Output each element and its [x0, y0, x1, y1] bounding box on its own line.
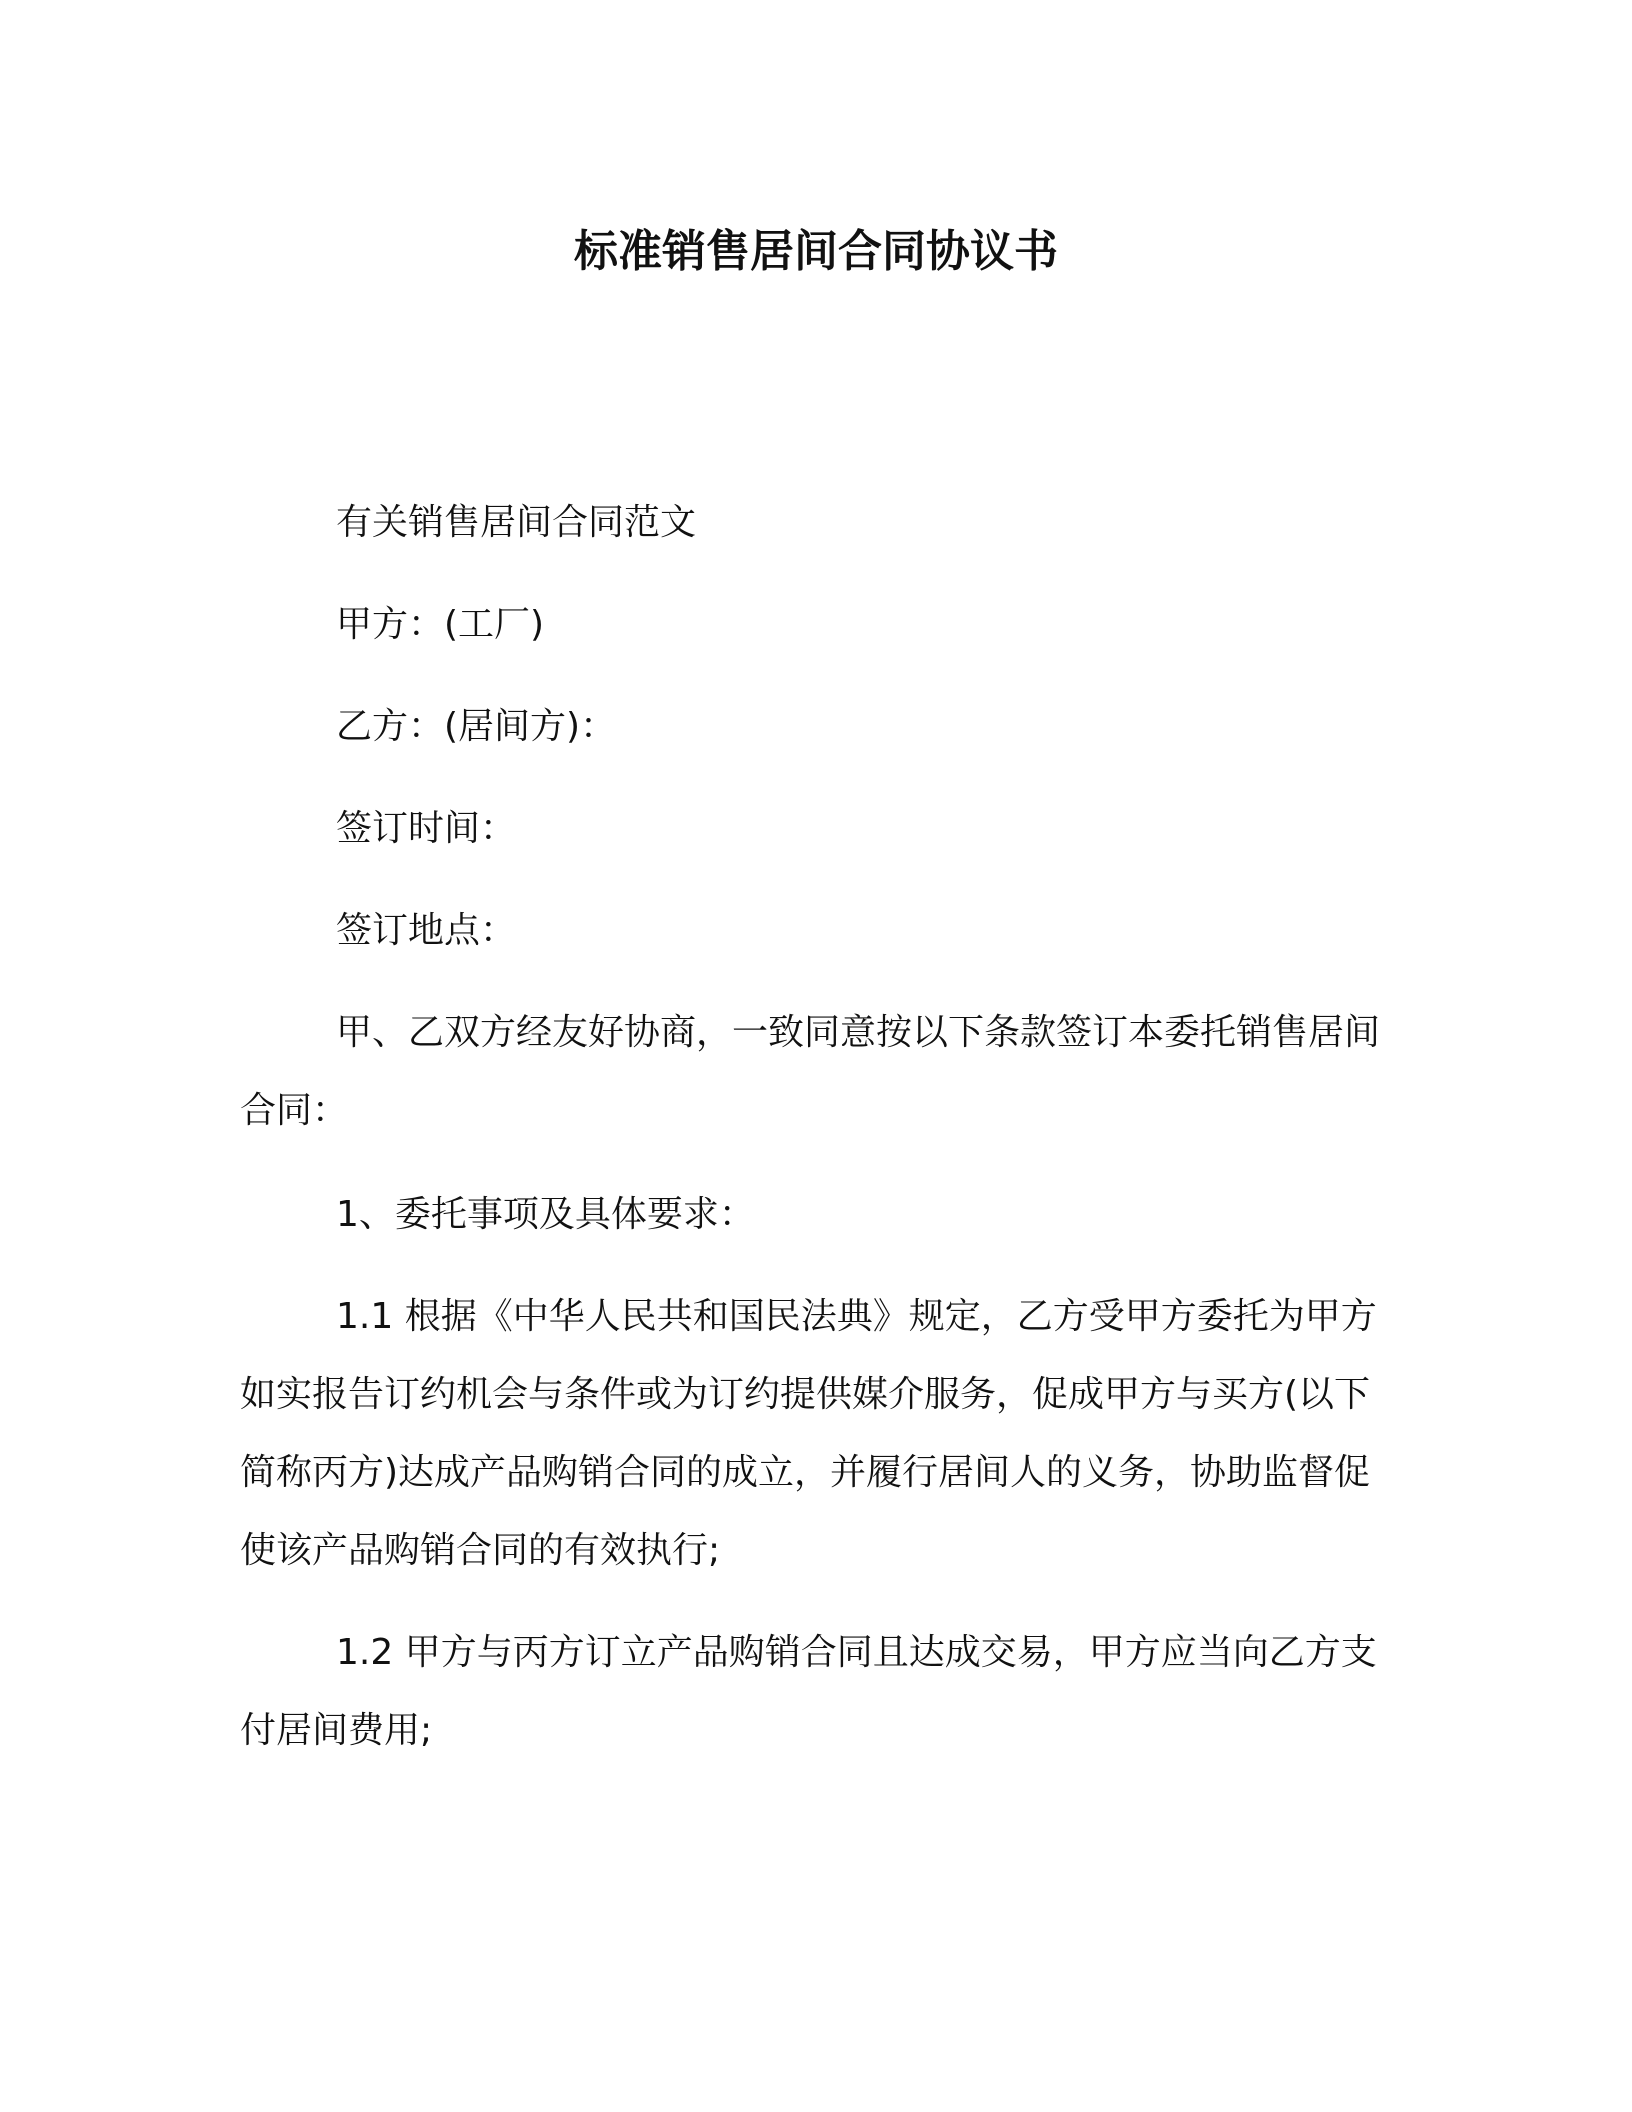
- subtitle-line: 有关销售居间合同范文: [336, 502, 697, 543]
- section-1-heading: 1、委托事项及具体要求：: [336, 1194, 755, 1235]
- sign-time-line: 签订时间：: [336, 808, 517, 849]
- clause-1-2-paragraph: 1.2 甲方与丙方订立产品购销合同且达成交易，甲方应当向乙方支付居间费用;: [240, 1632, 1377, 1751]
- party-b-line: 乙方：(居间方)：: [336, 706, 617, 747]
- intro-paragraph: 甲、乙双方经友好协商，一致同意按以下条款签订本委托销售居间合同：: [240, 1012, 1381, 1131]
- sign-place-line: 签订地点：: [336, 910, 517, 951]
- document-title: 标准销售居间合同协议书: [574, 226, 1058, 277]
- party-a-line: 甲方：(工厂): [336, 604, 545, 645]
- clause-1-1-paragraph: 1.1 根据《中华人民共和国民法典》规定，乙方受甲方委托为甲方如实报告订约机会与条件或为订约提供媒介服务，促成甲方与买方(以下简称丙方)达成产品购销合同的成立，并履行居间人的义务，协助监督促使该产品购销合同的有效执行;: [240, 1296, 1377, 1571]
